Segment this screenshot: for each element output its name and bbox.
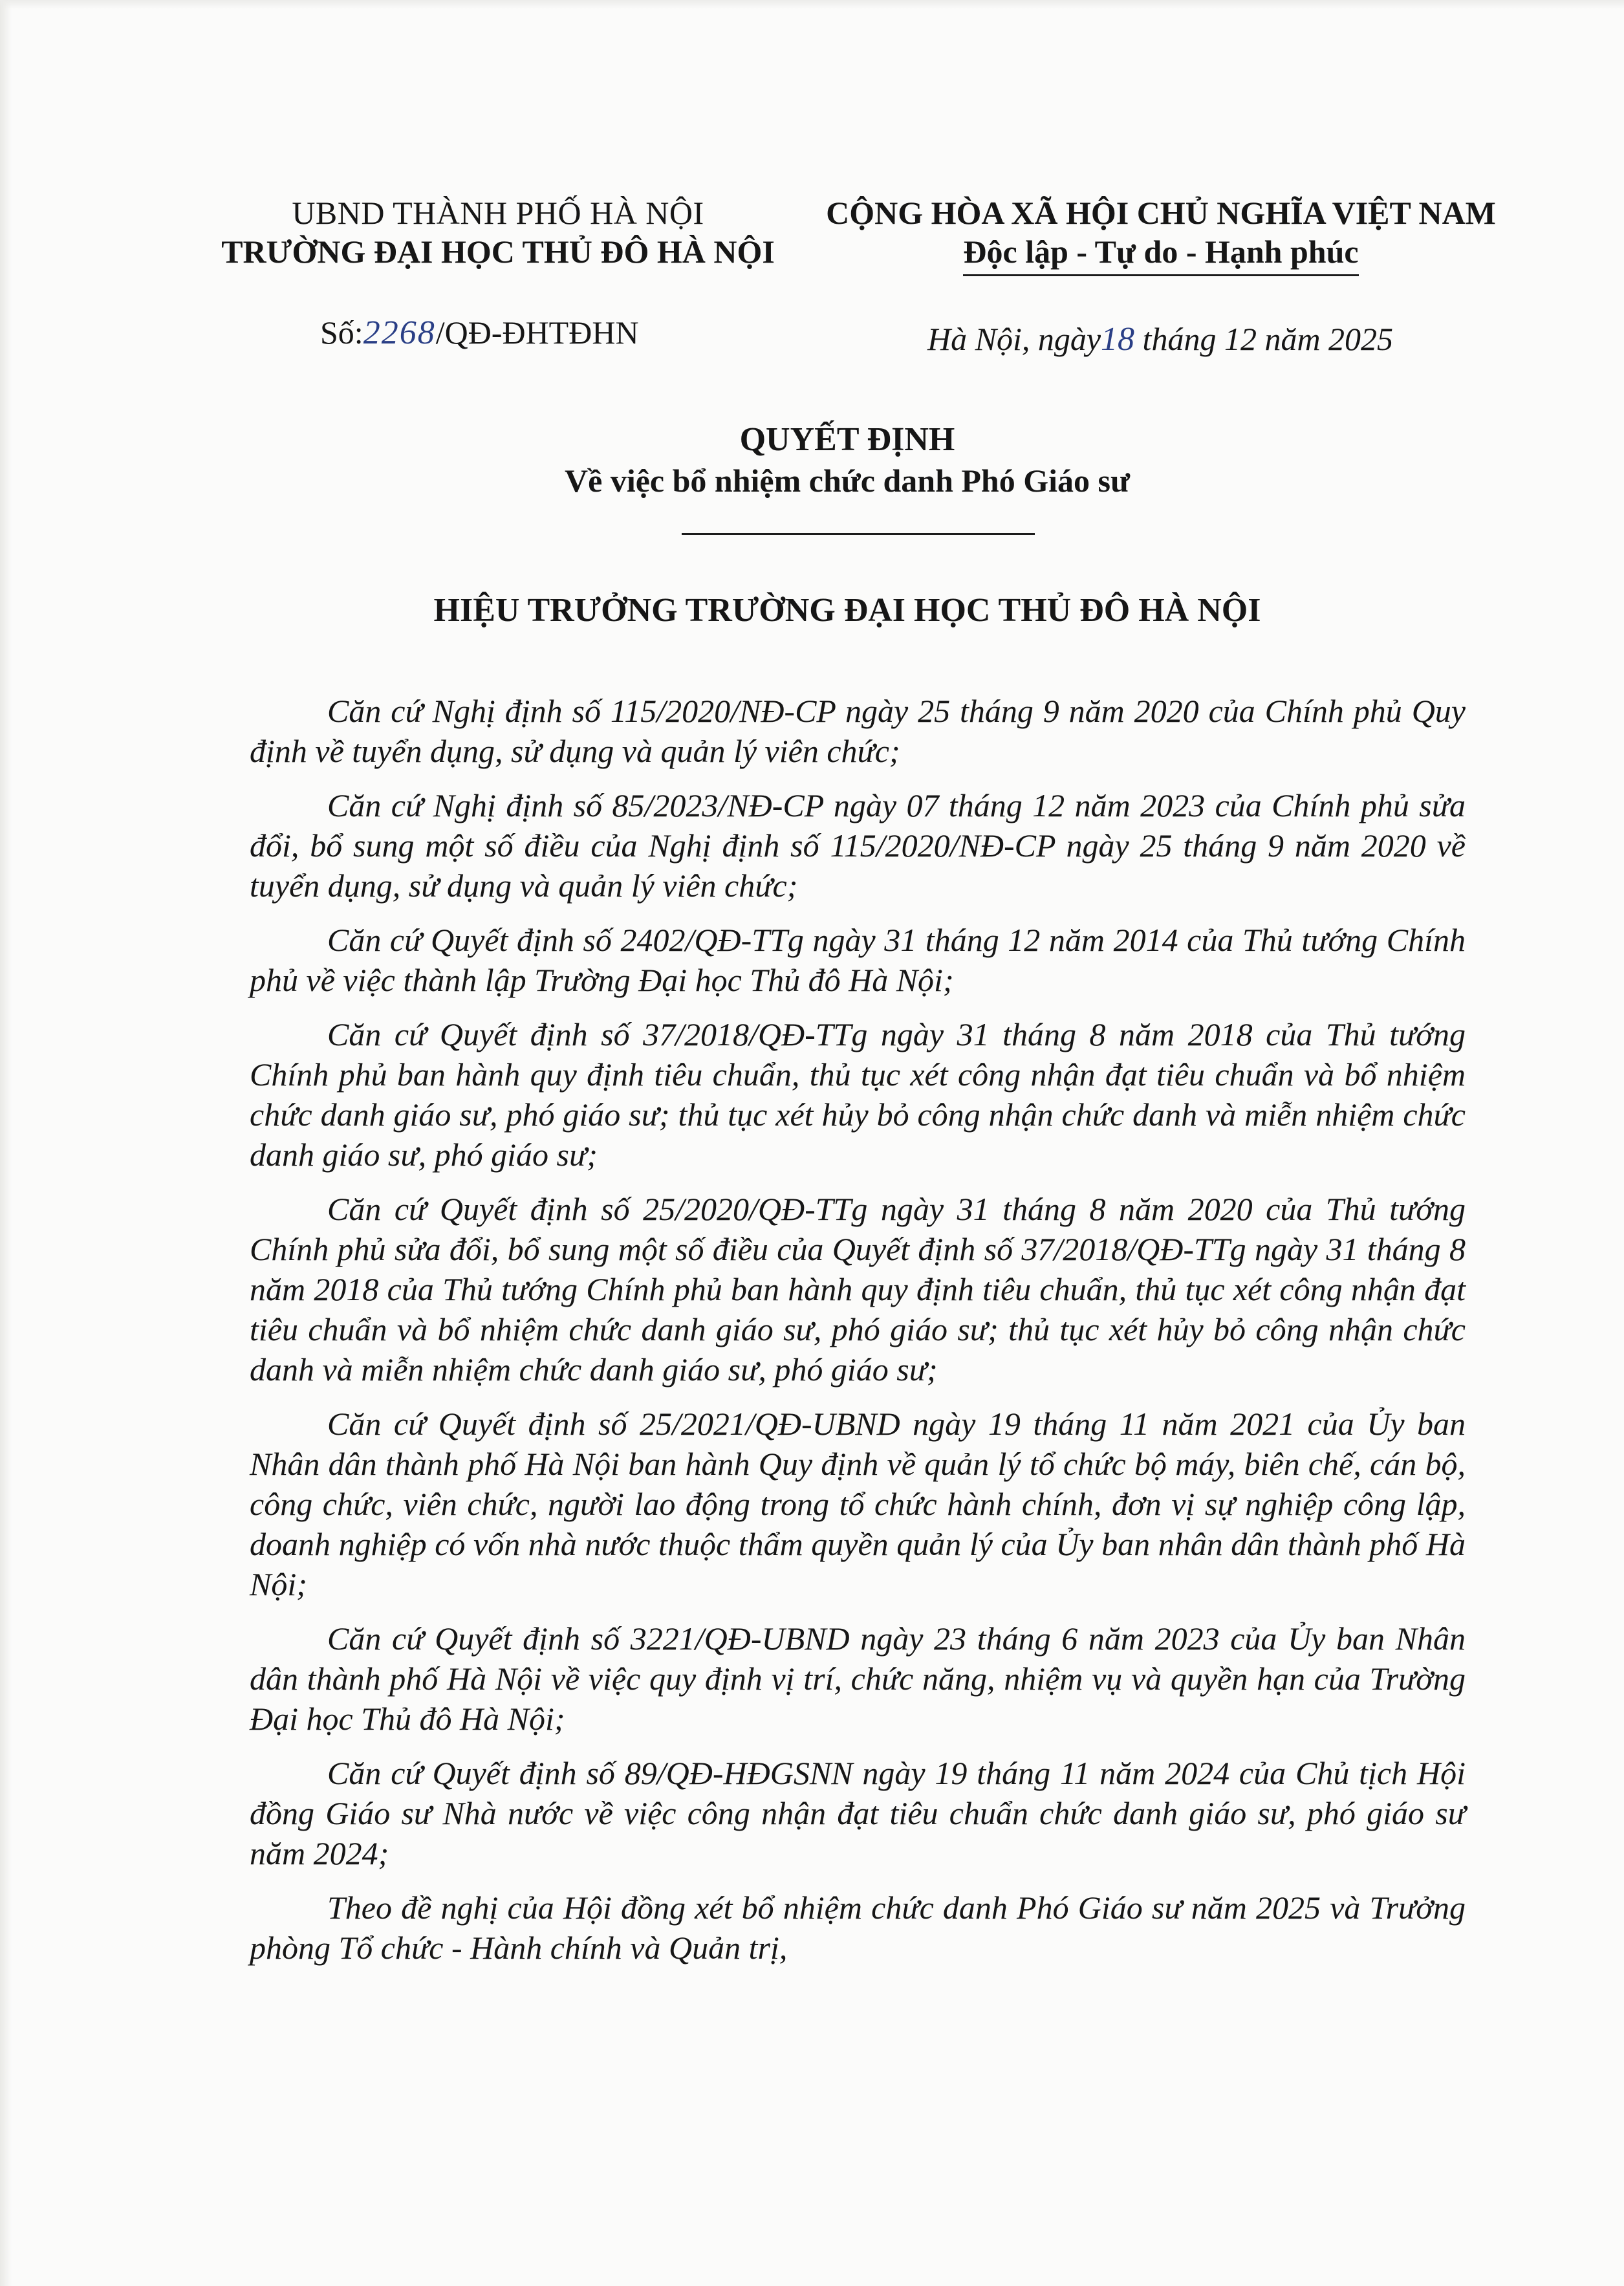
national-heading-block: [802, 194, 1520, 276]
governing-agency: UBND THÀNH PHỐ HÀ NỘI: [292, 195, 704, 231]
legal-basis-section: [250, 691, 1466, 1982]
national-motto: Độc lập - Tự do - Hạnh phúc: [963, 232, 1358, 276]
signing-authority-heading: HIỆU TRƯỞNG TRƯỜNG ĐẠI HỌC THỦ ĐÔ HÀ NỘI: [433, 592, 1261, 629]
day-handwritten: 18: [1101, 321, 1135, 358]
place-and-date: [927, 320, 1393, 359]
legal-basis-paragraph: Căn cứ Quyết định số 89/QĐ-HĐGSNN ngày 19 tháng 11 năm 2024 của Chủ tịch Hội đồng Giáo sư Nhà nước về việc công nhận đạt tiêu chuẩn chức danh giáo sư, phó giáo sư năm 2024;: [250, 1755, 1466, 1871]
issuing-school: TRƯỜNG ĐẠI HỌC THỦ ĐÔ HÀ NỘI: [221, 234, 775, 270]
issuing-authority-block: [181, 194, 815, 272]
title-divider: [682, 533, 1035, 535]
document-number: [320, 313, 639, 353]
document-number-suffix: /QĐ-ĐHTĐHN: [435, 314, 639, 351]
country-name: CỘNG HÒA XÃ HỘI CHỦ NGHĨA VIỆT NAM: [826, 195, 1496, 231]
legal-basis-paragraph: Căn cứ Nghị định số 85/2023/NĐ-CP ngày 07 tháng 12 năm 2023 của Chính phủ sửa đổi, bổ sung một số điều của Nghị định số 115/2020/NĐ-CP ngày 25 tháng 9 năm 2020 về tuyển dụng, sử dụng và quản lý viên chức;: [250, 787, 1466, 904]
place-date-prefix: Hà Nội, ngày: [927, 321, 1101, 357]
legal-basis-paragraph: Căn cứ Nghị định số 115/2020/NĐ-CP ngày 25 tháng 9 năm 2020 của Chính phủ Quy định về tuyển dụng, sử dụng và quản lý viên chức;: [250, 693, 1466, 769]
legal-basis-paragraph: Căn cứ Quyết định số 37/2018/QĐ-TTg ngày 31 tháng 8 năm 2018 của Thủ tướng Chính phủ ban hành quy định tiêu chuẩn, thủ tục xét công nhận đạt tiêu chuẩn và bổ nhiệm chức danh giáo sư, phó giáo sư; thủ tục xét hủy bỏ công nhận chức danh và miễn nhiệm chức danh giáo sư, phó giáo sư;: [250, 1016, 1466, 1173]
document-number-handwritten: 2268: [363, 314, 436, 351]
decision-heading: [181, 419, 1513, 501]
legal-basis-paragraph: Căn cứ Quyết định số 25/2020/QĐ-TTg ngày 31 tháng 8 năm 2020 của Thủ tướng Chính phủ sửa đổi, bổ sung một số điều của Quyết định số 37/2018/QĐ-TTg ngày 31 tháng 8 năm 2018 của Thủ tướng Chính phủ ban hành quy định tiêu chuẩn, thủ tục xét công nhận đạt tiêu chuẩn và bổ nhiệm chức danh giáo sư, phó giáo sư; thủ tục xét hủy bỏ công nhận chức danh và miễn nhiệm chức danh giáo sư, phó giáo sư;: [250, 1191, 1466, 1388]
recommendation-paragraph: Theo đề nghị của Hội đồng xét bổ nhiệm chức danh Phó Giáo sư năm 2025 và Trưởng phòng Tổ chức - Hành chính và Quản trị,: [250, 1889, 1466, 1966]
place-date-suffix: tháng 12 năm 2025: [1134, 321, 1394, 357]
legal-basis-paragraph: Căn cứ Quyết định số 3221/QĐ-UBND ngày 23 tháng 6 năm 2023 của Ủy ban Nhân dân thành phố Hà Nội về việc quy định vị trí, chức năng, nhiệm vụ và quyền hạn của Trường Đại học Thủ đô Hà Nội;: [250, 1620, 1466, 1737]
document-number-prefix: Số:: [320, 314, 363, 351]
legal-basis-paragraph: Căn cứ Quyết định số 25/2021/QĐ-UBND ngày 19 tháng 11 năm 2021 của Ủy ban Nhân dân thành phố Hà Nội ban hành Quy định về quản lý tổ chức bộ máy, biên chế, cán bộ, công chức, viên chức, người lao động trong tổ chức hành chính, đơn vị sự nghiệp công lập, doanh nghiệp có vốn nhà nước thuộc thẩm quyền quản lý của Ủy ban nhân dân thành phố Hà Nội;: [250, 1406, 1466, 1602]
decision-subtitle: Về việc bổ nhiệm chức danh Phó Giáo sư: [565, 463, 1130, 499]
decision-title: QUYẾT ĐỊNH: [739, 421, 955, 458]
scan-edge-shadow-left: [0, 0, 12, 2286]
legal-basis-paragraph: Căn cứ Quyết định số 2402/QĐ-TTg ngày 31 tháng 12 năm 2014 của Thủ tướng Chính phủ về việc thành lập Trường Đại học Thủ đô Hà Nội;: [250, 922, 1466, 998]
scan-edge-shadow-top: [0, 0, 1624, 9]
